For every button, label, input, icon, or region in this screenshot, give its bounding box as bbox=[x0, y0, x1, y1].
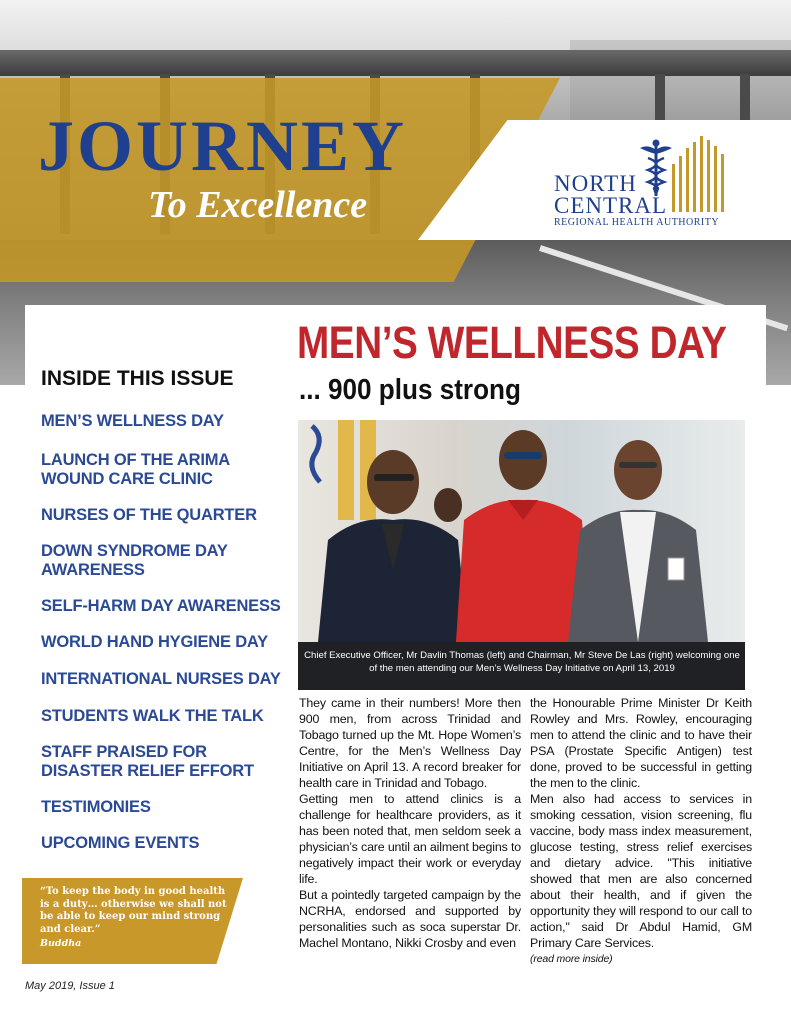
banner-walkway bbox=[0, 50, 791, 76]
logo-line-rha: REGIONAL HEALTH AUTHORITY bbox=[554, 217, 720, 228]
gold-bars-icon bbox=[670, 134, 734, 214]
ncrha-logo bbox=[552, 134, 732, 234]
quote-author: Buddha bbox=[40, 938, 82, 949]
article-column-2 bbox=[530, 695, 752, 967]
quote-text: “To keep the body in good health is a duty… otherwise we shall not be able to keep our mind strong and clear.” bbox=[40, 886, 227, 935]
toc-item-testimonies[interactable]: TESTIMONIES bbox=[41, 798, 151, 816]
toc-item-disaster-relief[interactable]: STAFF PRAISED FOR DISASTER RELIEF EFFORT bbox=[41, 743, 254, 780]
article-paragraph: They came in their numbers! More then 900 men, from across Trinidad and Tobago turned up the Mt. Hope Women’s Centre, for the Men’s Wellness Day Initiative on April 13. A record breaker for health care in Trinidad and Tobago. bbox=[299, 696, 521, 790]
masthead-title: JOURNEY bbox=[38, 106, 408, 186]
inside-issue-heading: INSIDE THIS ISSUE bbox=[41, 367, 234, 390]
toc-item-mens-wellness[interactable]: MEN’S WELLNESS DAY bbox=[41, 412, 224, 430]
article-headline: MEN’S WELLNESS DAY bbox=[297, 317, 727, 368]
article-paragraph: Getting men to attend clinics is a challenge for healthcare providers, as it has been noted that, men seldom seek a physician’s care until an ailment begins to negatively impact their work or everyday life. bbox=[299, 792, 521, 886]
masthead-subtitle: To Excellence bbox=[148, 184, 368, 226]
article-paragraph: But a pointedly targeted campaign by the NCRHA, endorsed and supported by personalities such as soca superstar Dr. Machel Montano, Nikki Crosby and even bbox=[299, 888, 521, 950]
toc-item-upcoming-events[interactable]: UPCOMING EVENTS bbox=[41, 834, 200, 852]
photo-people-illustration bbox=[298, 420, 745, 642]
article-paragraph: Men also had access to services in smoking cessation, vision screening, flu vaccine, body mass index measurement, glucose testing, stress relief exercises and dietary advice. "This initiative showed that men are also concerned about their health, and if given the opportunity they will respond to our call to action," said Dr Abdul Hamid, GM Primary Care Services. bbox=[530, 792, 752, 950]
toc-item-nurses-quarter[interactable]: NURSES OF THE QUARTER bbox=[41, 506, 257, 524]
toc-item-nurses-day[interactable]: INTERNATIONAL NURSES DAY bbox=[41, 670, 281, 688]
toc-item-down-syndrome[interactable]: DOWN SYNDROME DAY AWARENESS bbox=[41, 542, 228, 579]
issue-date: May 2019, Issue 1 bbox=[25, 980, 115, 992]
article-paragraph: the Honourable Prime Minister Dr Keith Rowley and Mrs. Rowley, encouraging men to attend the clinic and to have their PSA (Prostate Specific Antigen) test done, proved to be successful in getting the men to the clinic. bbox=[530, 696, 752, 790]
article-subheadline: ... 900 plus strong bbox=[299, 374, 521, 406]
logo-line-central: CENTRAL bbox=[554, 193, 668, 218]
photo-caption: Chief Executive Officer, Mr Davlin Thomas (left) and Chairman, Mr Steve De Las (right) welcoming one of the men attending our Men’s Wellness Day Initiative on April 13, 2019 bbox=[304, 650, 740, 674]
article-column-1 bbox=[299, 695, 521, 951]
toc-item-self-harm[interactable]: SELF-HARM DAY AWARENESS bbox=[41, 597, 281, 615]
toc-item-walk-the-talk[interactable]: STUDENTS WALK THE TALK bbox=[41, 707, 264, 725]
logo-line-north: NORTH bbox=[554, 171, 637, 196]
toc-item-wound-clinic[interactable]: LAUNCH OF THE ARIMA WOUND CARE CLINIC bbox=[41, 451, 230, 488]
read-more-link[interactable]: (read more inside) bbox=[530, 953, 613, 965]
toc-item-hand-hygiene[interactable]: WORLD HAND HYGIENE DAY bbox=[41, 633, 268, 651]
